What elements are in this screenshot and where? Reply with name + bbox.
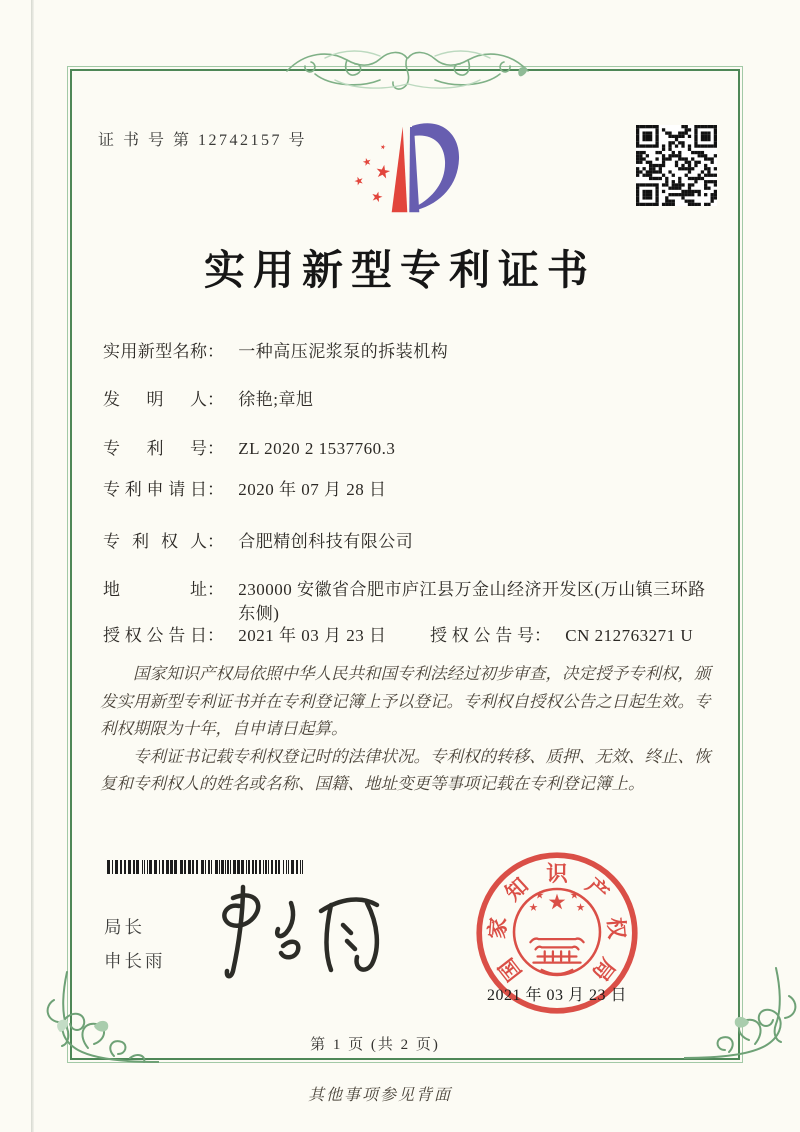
border-ornament-bottom-left bbox=[34, 970, 159, 1085]
field-patentee: 专利权人： 合肥精创科技有限公司 bbox=[103, 530, 413, 554]
border-ornament-top bbox=[285, 40, 530, 102]
seal-char: 知 bbox=[500, 873, 533, 906]
seal-char: 家 bbox=[485, 916, 511, 940]
commissioner-title: 局长 bbox=[104, 917, 145, 937]
seal-char: 局 bbox=[587, 953, 620, 986]
field-value: 一种高压泥浆泵的拆装机构 bbox=[238, 342, 449, 361]
field-label: 发明人 bbox=[103, 390, 207, 409]
seal-char: 产 bbox=[581, 873, 614, 906]
field-value: 徐艳;章旭 bbox=[238, 390, 314, 409]
certificate-number: 证 书 号 第 12742157 号 bbox=[98, 132, 308, 149]
field-utility-model-name: 实用新型名称： 一种高压泥浆泵的拆装机构 bbox=[103, 340, 448, 364]
barcode-icon bbox=[107, 860, 307, 874]
field-label: 地址 bbox=[103, 580, 207, 599]
field-label: 专利申请日 bbox=[103, 480, 207, 499]
field-value: 230000 安徽省合肥市庐江县万金山经济开发区(万山镇三环路东侧) bbox=[238, 580, 706, 623]
field-label: 授权公告号 bbox=[430, 626, 534, 645]
field-label: 专利权人 bbox=[103, 532, 207, 551]
cnipa-logo-icon bbox=[344, 116, 462, 218]
field-label: 实用新型名称 bbox=[103, 342, 207, 361]
seal-char: 识 bbox=[546, 861, 568, 886]
field-grant-number: 授权公告号： CN 212763271 U bbox=[430, 624, 693, 648]
field-value: 2021 年 03 月 23 日 bbox=[238, 626, 387, 645]
certificate-title: 实用新型专利证书 bbox=[204, 247, 596, 293]
field-label: 专利号 bbox=[103, 439, 207, 458]
legal-paragraph-2: 专利证书记载专利权登记时的法律状况。专利权的转移、质押、无效、终止、恢复和专利权人的姓名或名称、国籍、地址变更等事项记载在专利登记簿上。 bbox=[100, 746, 711, 793]
field-value: ZL 2020 2 1537760.3 bbox=[238, 439, 396, 458]
field-grant-row: 授权公告日： 2021 年 03 月 23 日 授权公告号： CN 212763271 U bbox=[103, 624, 387, 648]
scan-edge-shadow bbox=[31, 0, 34, 1132]
seal-char: 权 bbox=[603, 916, 629, 940]
legal-paragraph-1: 国家知识产权局依照中华人民共和国专利法经过初步审查，决定授予专利权，颁发实用新型专利证书并在专利登记簿上予以登记。专利权自授权公告之日起生效。专利权期限为十年，自申请日起算。 bbox=[100, 664, 711, 738]
qr-code-icon bbox=[636, 125, 717, 206]
border-ornament-bottom-right bbox=[684, 966, 800, 1081]
field-inventor: 发明人： 徐艳;章旭 bbox=[103, 388, 313, 412]
field-value: 2020 年 07 月 28 日 bbox=[238, 480, 387, 499]
field-application-date: 专利申请日： 2020 年 07 月 28 日 bbox=[103, 478, 387, 502]
commissioner-name: 申长雨 bbox=[104, 951, 166, 971]
handwritten-signature-icon bbox=[203, 880, 401, 988]
page-number: 第 1 页 (共 2 页) bbox=[310, 1037, 440, 1053]
legal-text bbox=[100, 660, 714, 798]
field-address: 地址： 230000 安徽省合肥市庐江县万金山经济开发区(万山镇三环路东侧) bbox=[103, 578, 708, 626]
back-note: 其他事项参见背面 bbox=[307, 1085, 452, 1104]
field-patent-number: 专利号： ZL 2020 2 1537760.3 bbox=[103, 437, 395, 461]
national-emblem bbox=[514, 889, 600, 975]
field-value: 合肥精创科技有限公司 bbox=[238, 532, 414, 551]
seal-date: 2021 年 03 月 23 日 bbox=[486, 987, 627, 1004]
field-value: CN 212763271 U bbox=[565, 626, 694, 645]
field-label: 授权公告日 bbox=[103, 626, 207, 645]
seal-char: 国 bbox=[494, 953, 527, 986]
